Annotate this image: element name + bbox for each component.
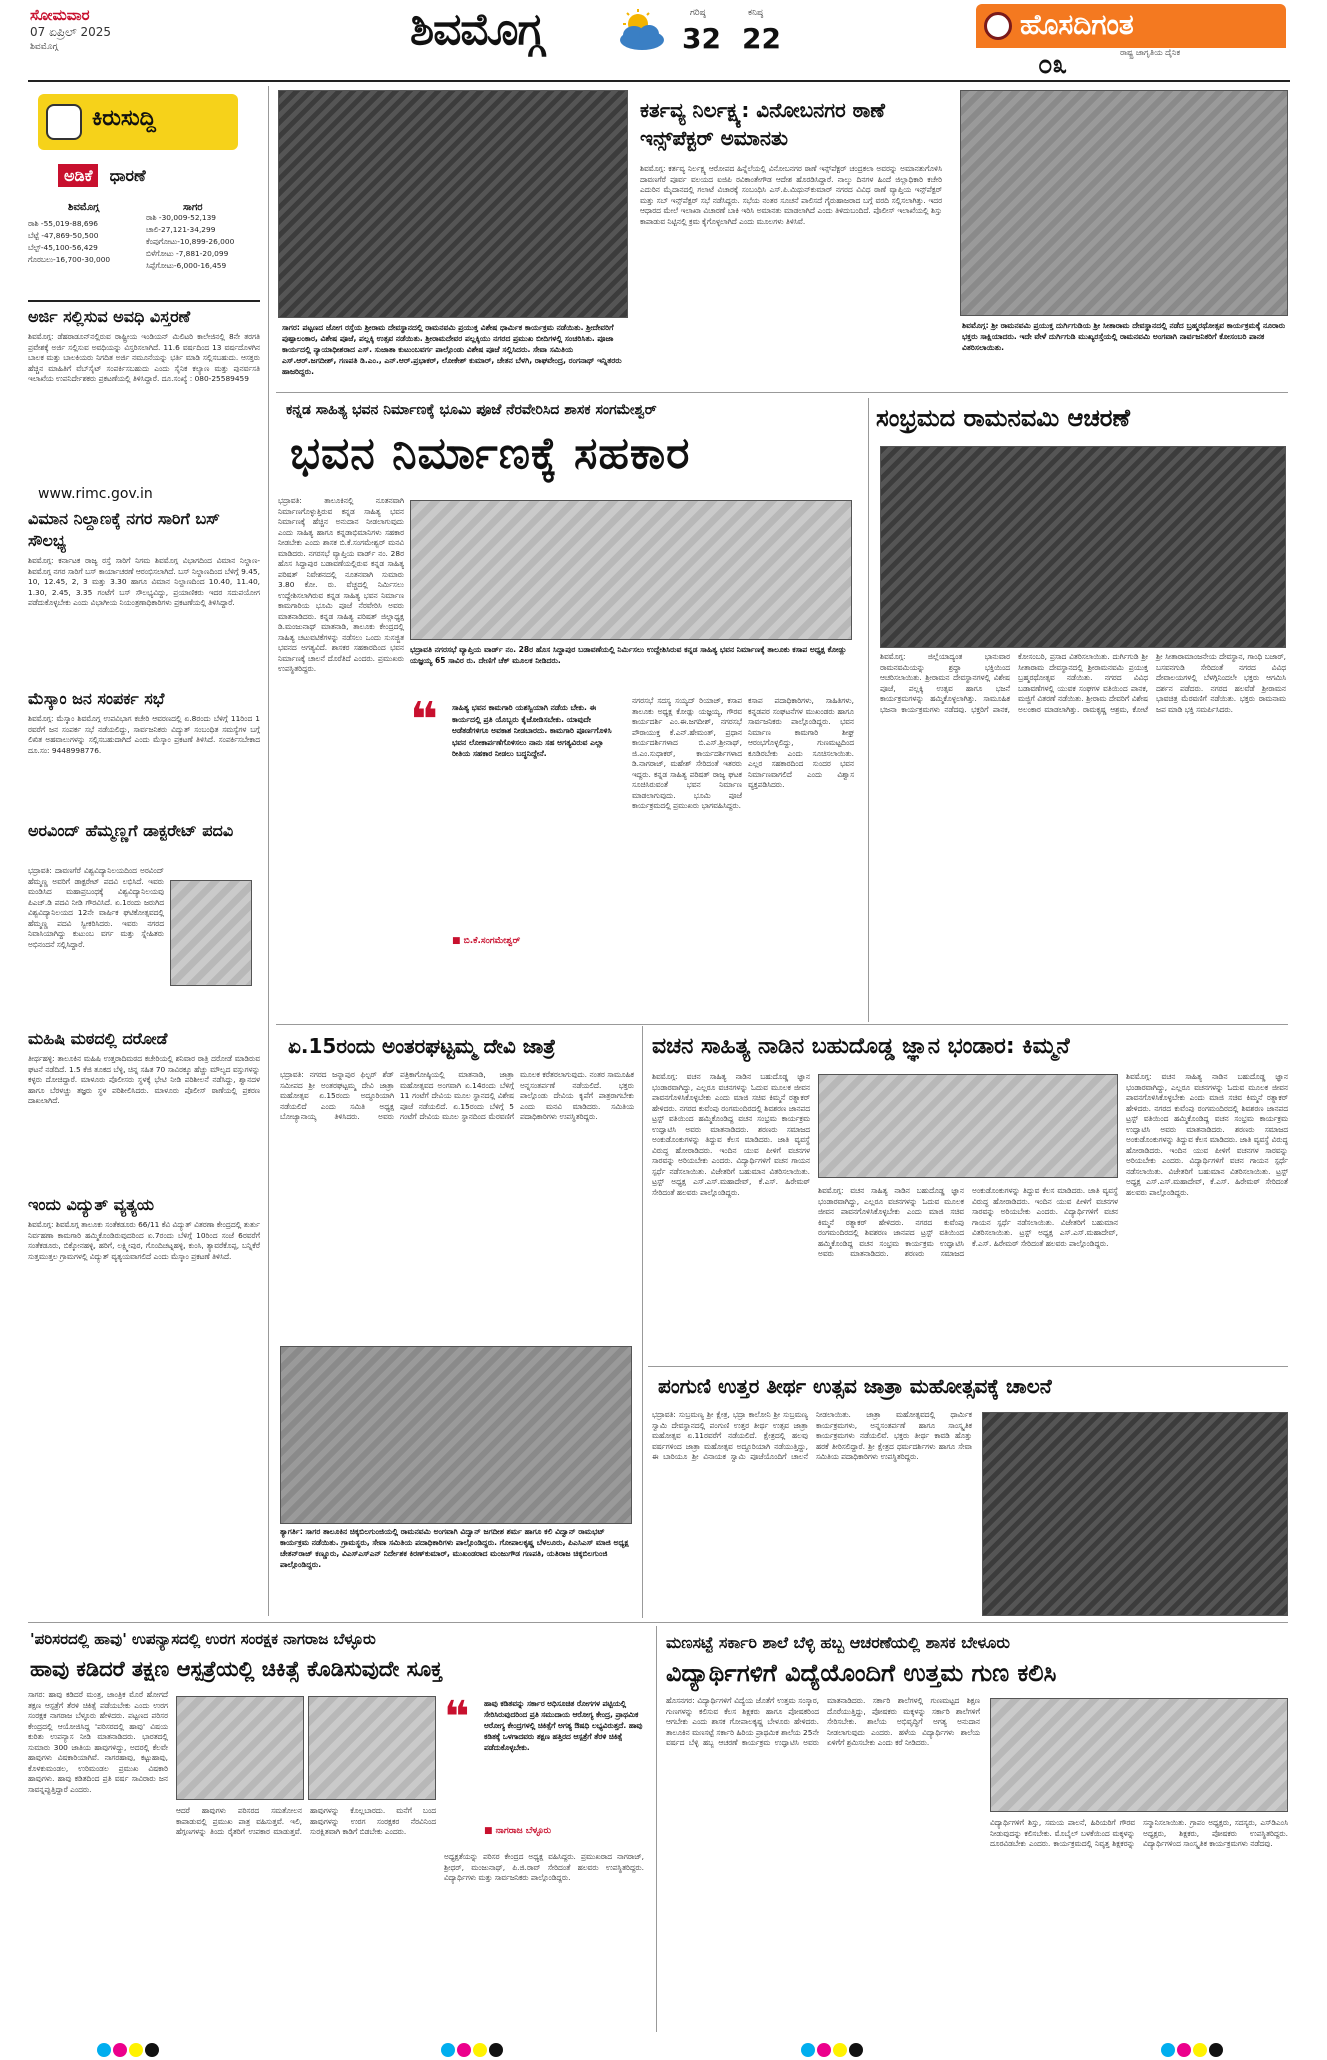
registration-marks [0, 2040, 1327, 2058]
paper-logo [976, 4, 1286, 48]
lead-photo-caption: ಭದ್ರಾವತಿ ನಗರಸಭೆ ವ್ಯಾಪ್ತಿಯ ವಾರ್ಡ್ ನಂ. 28ರ ಹೊಸ ಸಿದ್ದಾಪುರ ಬಡಾವಣೆಯಲ್ಲಿ ನಿರ್ಮಿಸಲು ಉದ್ದೇಶಿಸಿರುವ ಕನ್ನಡ ಸಾಹಿತ್ಯ ಭವನ ನಿರ್ಮಾಣಕ್ಕೆ ತಾಲೂಕು ಕಸಾಪ ಅಧ್ಯಕ್ಷ ಕೋಡ್ಲು ಯಜ್ಞಯ್ಯ 65 ಸಾವಿರ ರು. ದೇಣಿಗೆ ಚೆಕ್ ಮೂಲಕ ನೀಡಿದರು. [410, 645, 847, 665]
sidebar [28, 88, 260, 1628]
ramanavami-text: ಶಿವಮೊಗ್ಗ: ಜಿಲ್ಲೆಯಾದ್ಯಂತ ಭಾನುವಾರ ರಾಮನವಮಿಯನ್ನು ಶ್ರದ್ಧಾ ಭಕ್ತಿಯಿಂದ ಆಚರಿಸಲಾಯಿತು. ಶ್ರೀರಾಮನ ದೇವಸ್ಥಾನಗಳಲ್ಲಿ ವಿಶೇಷ ಪೂಜೆ, ಪಲ್ಲಕ್ಕಿ ಉತ್ಸವ ಹಾಗೂ ಭಜನೆ ಕಾರ್ಯಕ್ರಮಗಳನ್ನು ಹಮ್ಮಿಕೊಳ್ಳಲಾಗಿತ್ತು. ಸಾಮೂಹಿಕ ಭಜನಾ ಕಾರ್ಯಕ್ರಮಗಳು ನಡೆದವು. ಭಕ್ತರಿಗೆ ಪಾನಕ, ಕೋಸಂಬರಿ, ಪ್ರಸಾದ ವಿತರಿಸಲಾಯಿತು. ದುರ್ಗಿಗುಡಿ ಶ್ರೀ ಸೀತಾರಾಮ ದೇವಸ್ಥಾನದಲ್ಲಿ ಶ್ರೀರಾಮನವಮಿ ಪ್ರಯುಕ್ತ ಬ್ರಹ್ಮರಥೋತ್ಸವ ನಡೆಯಿತು. ನಗರದ ವಿವಿಧ ಬಡಾವಣೆಗಳಲ್ಲಿ ಯುವಕ ಸಂಘಗಳ ವತಿಯಿಂದ ಪಾನಕ, ಮಜ್ಜಿಗೆ ವಿತರಣೆ ನಡೆಯಿತು. ಶ್ರೀರಾಮ ದೇವರಿಗೆ ವಿಶೇಷ ಅಲಂಕಾರ ಮಾಡಲಾಗಿತ್ತು. ರಾಮಕೃಷ್ಣ ಆಶ್ರಮ, ಕೋಟೆ ಶ್ರೀ ಸೀತಾರಾಮಾಂಜನೇಯ ದೇವಸ್ಥಾನ, ಗಾಂಧಿ ಬಜಾರ್, ಬಸವನಗುಡಿ ಸೇರಿದಂತೆ ನಗರದ ವಿವಿಧ ದೇವಾಲಯಗಳಲ್ಲಿ ಬೆಳಗ್ಗಿನಿಂದಲೇ ಭಕ್ತರು ಆಗಮಿಸಿ ದರ್ಶನ ಪಡೆದರು. ನಗರದ ಹಲವೆಡೆ ಶ್ರೀರಾಮನ ಭಾವಚಿತ್ರ ಮೆರವಣಿಗೆ ನಡೆಯಿತು. ಭಕ್ತರು ರಾಮನಾಮ ಜಪ ಮಾಡಿ ಭಕ್ತಿ ಸಮರ್ಪಿಸಿದರು. [880, 652, 1286, 714]
adike-col1-head: ಶಿವಮೊಗ್ಗ [68, 202, 100, 213]
snake-photo-1 [176, 1696, 304, 1800]
lead-col4: ಕಸಾಪ ಪದಾಧಿಕಾರಿಗಳು, ಸಾಹಿತಿಗಳು, ಕನ್ನಡಪರ ಸಂಘಟನೆಗಳ ಮುಖಂಡರು ಹಾಗೂ ಸಾರ್ವಜನಿಕರು ಪಾಲ್ಗೊಂಡಿದ್ದರು. ಭವನ ನಿರ್ಮಾಣ ಕಾಮಗಾರಿ ಶೀಘ್ರ ಆರಂಭಗೊಳ್ಳಲಿದ್ದು, ಗುಣಮಟ್ಟದಿಂದ ಕೂಡಿರಬೇಕು ಎಂದು ಸೂಚಿಸಲಾಯಿತು. ಎಲ್ಲರ ಸಹಕಾರದಿಂದ ಸುಂದರ ಭವನ ನಿರ್ಮಾಣವಾಗಲಿದೆ ಎಂದು ವಿಶ್ವಾಸ ವ್ಯಕ್ತಪಡಿಸಿದರು. [748, 696, 854, 789]
adike-header [58, 166, 146, 192]
brief-text-application: ಶಿವಮೊಗ್ಗ: ಡೆಹರಾಡೂನ್‌ನಲ್ಲಿರುವ ರಾಷ್ಟ್ರೀಯ ಇಂಡಿಯನ್ ಮಿಲಿಟರಿ ಕಾಲೇಜಿನಲ್ಲಿ 8ನೇ ತರಗತಿ ಪ್ರವೇಶಕ್ಕೆ ಅರ್ಜಿ ಸಲ್ಲಿಸುವ ಅವಧಿಯನ್ನು ವಿಸ್ತರಿಸಲಾಗಿದೆ. 11.6 ವರ್ಷದಿಂದ 13 ವರ್ಷದೊಳಗಿನ ಬಾಲಕ ಮತ್ತು ಬಾಲಕಿಯರು ನಿಗದಿತ ಅರ್ಜಿ ನಮೂನೆಯನ್ನು ಭರ್ತಿ ಮಾಡಿ ಸಲ್ಲಿಸಬಹುದು. ಆಸಕ್ತರು ಹೆಚ್ಚಿನ ಮಾಹಿತಿಗೆ ವೆಬ್‌ಸೈಟ್ ಸಂಪರ್ಕಿಸಬಹುದು ಎಂದು ಸೈನಿಕ ಕಲ್ಯಾಣ ಮತ್ತು ಪುನರ್ವಸತಿ ಇಲಾಖೆಯ ಉಪನಿರ್ದೇಶಕರು ಪ್ರಕಟಣೆಯಲ್ಲಿ ತಿಳಿಸಿದ್ದಾರೆ. ದೂ.ಸಂಖ್ಯೆ : 080-25589459 [28, 332, 260, 383]
paper-name: ಹೊಸದಿಗಂತ [1020, 8, 1134, 41]
adike-row: ಕೆಂಪುಗೋಟು-10,899-26,000 [146, 237, 235, 246]
adike-row: ಬೆಟ್ಟೆ -47,869-50,500 [28, 231, 99, 240]
lead-col1: ಭದ್ರಾವತಿ: ತಾಲೂಕಿನಲ್ಲಿ ನೂತನವಾಗಿ ನಿರ್ಮಾಣಗೊಳ್ಳುತ್ತಿರುವ ಕನ್ನಡ ಸಾಹಿತ್ಯ ಭವನ ನಿರ್ಮಾಣಕ್ಕೆ ಹೆಚ್ಚಿನ ಅನುದಾನ ನೀಡಲಾಗುವುದು ಎಂದು ಸಾಹಿತ್ಯ ಹಾಗೂ ಕನ್ನಡಾಭಿಮಾನಿಗಳು ಸಹಕಾರ ನೀಡಬೇಕು ಎಂದು ಶಾಸಕ ಬಿ.ಕೆ.ಸಂಗಮೇಶ್ವರ್ ಮನವಿ ಮಾಡಿದರು. ನಗರಸಭೆ ವ್ಯಾಪ್ತಿಯ ವಾರ್ಡ್ ನಂ. 28ರ ಹೊಸ ಸಿದ್ದಾಪುರ ಬಡಾವಣೆಯಲ್ಲಿರುವ ಕನ್ನಡ ಸಾಹಿತ್ಯ ಪರಿಷತ್ ನಿವೇಶನದಲ್ಲಿ ನೂತನವಾಗಿ ಸುಮಾರು 3.80 ಕೋ. ರು. ವೆಚ್ಚದಲ್ಲಿ ನಿರ್ಮಿಸಲು ಉದ್ದೇಶಿಸಲಾಗಿರುವ ಕನ್ನಡ ಸಾಹಿತ್ಯ ಭವನ ನಿರ್ಮಾಣ ಕಾಮಗಾರಿಯ ಭೂಮಿ ಪೂಜೆ ನೆರವೇರಿಸಿ ಅವರು ಮಾತನಾಡಿದರು. ಕನ್ನಡ ಸಾಹಿತ್ಯ ಪರಿಷತ್ ಜಿಲ್ಲಾಧ್ಯಕ್ಷ ಡಿ.ಮಂಜುನಾಥ್ ಮಾತನಾಡಿ, ತಾಲೂಕು ಕೇಂದ್ರದಲ್ಲಿ ಸಾಹಿತ್ಯ ಚಟುವಟಿಕೆಗಳನ್ನು ನಡೆಸಲು ಒಂದು ಸುಸಜ್ಜಿತ ಭವನದ ಅಗತ್ಯವಿದೆ. ಶಾಸಕರ ಸಹಕಾರದಿಂದ ಭವನ ನಿರ್ಮಾಣಕ್ಕೆ ಚಾಲನೆ ದೊರೆತಿದೆ ಎಂದರು. ಪ್ರಮುಖರು ಉಪಸ್ಥಿತರಿದ್ದರು. [278, 496, 404, 673]
jatre-divider [642, 1026, 643, 1618]
tyagarthi-caption: ತ್ಯಾಗರ್ತಿ: ಸಾಗರ ತಾಲೂಕಿನ ಚಿಕ್ಕಬಿಲಗುಂಜಿಯಲ್ಲಿ ರಾಮನವಮಿ ಅಂಗವಾಗಿ ವಿದ್ವಾನ್ ಜಗದೀಶ ಶರ್ಮ ಹಾಗೂ ಕಲಿ ವಿದ್ವಾನ್ ರಾಮಭಟ್ ಕಾರ್ಯಕ್ರಮ ನಡೆಯಿತು. ಗ್ರಾಮಸ್ಥರು, ಸೇವಾ ಸಮಿತಿಯ ಪದಾಧಿಕಾರಿಗಳು ಪಾಲ್ಗೊಂಡಿದ್ದರು. ಗೋಪಾಲಕೃಷ್ಣ ಬೆಳಲೂರು, ಪಿಎಸಿಎಸ್ ಮಾಜಿ ಅಧ್ಯಕ್ಷ ಚೇತನ್‌ರಾಜ್ ಕಣ್ಣೂರು, ವಿಎಸ್ಎಸ್ಎನ್ ನಿರ್ದೇಶಕ ಕಿರಣ್‌ಕುಮಾರ್, ಮುಖಂಡರಾದ ಮಂಜುಗೌಡ ಗಣಪತಿ, ಯತಿರಾಜ ಚಿಕ್ಕಬಿಲಗುಂಜಿ ಪಾಲ್ಗೊಂಡಿದ್ದರು. [280, 1527, 629, 1569]
kirusuddi-badge [38, 94, 238, 150]
masthead-title: ಶಿವಮೊಗ್ಗ [410, 4, 543, 55]
masthead [0, 0, 1327, 82]
brief-head-airport-bus: ವಿಮಾನ ನಿಲ್ದಾಣಕ್ಕೆ ನಗರ ಸಾರಿಗೆ ಬಸ್ ಸೌಲಭ್ಯ [28, 509, 220, 550]
adike-row: ರಾಶಿ -55,019-88,696 [28, 219, 98, 228]
quote-icon: ❝ [410, 692, 439, 748]
vachana-text-cont: ಶಿವಮೊಗ್ಗ: ವಚನ ಸಾಹಿತ್ಯ ನಾಡಿನ ಬಹುದೊಡ್ಡ ಜ್ಞಾನ ಭಂಡಾರವಾಗಿದ್ದು, ಎಲ್ಲರೂ ವಚನಗಳನ್ನು ಓದುವ ಮೂಲಕ ಜೀವನ ಪಾವನಗೊಳಿಸಿಕೊಳ್ಳಬೇಕು ಎಂದು ಮಾಜಿ ಸಚಿವ ಕಿಮ್ಮನೆ ರತ್ನಾಕರ್ ಹೇಳಿದರು. ನಗರದ ಕುವೆಂಪು ರಂಗಮಂದಿರದಲ್ಲಿ ಶಿವಶರಣ ಜಾನಪದ ಟ್ರಸ್ಟ್ ವತಿಯಿಂದ ಹಮ್ಮಿಕೊಂಡಿದ್ದ ವಚನ ಸಂಭ್ರಮ ಕಾರ್ಯಕ್ರಮ ಉದ್ಘಾಟಿಸಿ ಅವರು ಮಾತನಾಡಿದರು. ಶರಣರು ಸಮಾಜದ ಅಂಕುಡೊಂಕುಗಳನ್ನು ತಿದ್ದುವ ಕೆಲಸ ಮಾಡಿದರು. ಜಾತಿ ವ್ಯವಸ್ಥೆ ವಿರುದ್ಧ ಹೋರಾಡಿದರು. ಇಂದಿನ ಯುವ ಪೀಳಿಗೆ ವಚನಗಳ ಸಾರವನ್ನು ಅರಿಯಬೇಕು ಎಂದರು. ವಿದ್ಯಾರ್ಥಿಗಳಿಗೆ ವಚನ ಗಾಯನ ಸ್ಪರ್ಧೆ ನಡೆಸಲಾಯಿತು. ವಿಜೇತರಿಗೆ ಬಹುಮಾನ ವಿತರಿಸಲಾಯಿತು. ಟ್ರಸ್ಟ್ ಅಧ್ಯಕ್ಷ ಎಸ್.ಎಸ್.ಮಹಾದೇವ್, ಕೆ.ಎಸ್. ಹಿರೇಮಠ್ ಸೇರಿದಂತೆ ಹಲವರು ಪಾಲ್ಗೊಂಡಿದ್ದರು. [818, 1186, 1118, 1258]
brief-text-power-cut: ಶಿವಮೊಗ್ಗ: ಶಿವಮೊಗ್ಗ ತಾಲೂಕು ಸಂತೆಕಡೂರು 66/11 ಕೆವಿ ವಿದ್ಯುತ್ ವಿತರಣಾ ಕೇಂದ್ರದಲ್ಲಿ ತುರ್ತು ನಿರ್ವಹಣಾ ಕಾಮಗಾರಿ ಹಮ್ಮಿಕೊಂಡಿರುವುದರಿಂದ ಏ.7ರಂದು ಬೆಳಿಗ್ಗೆ 10ರಿಂದ ಸಂಜೆ 6ರವರೆಗೆ ಸಂತೆಕಡೂರು, ಬಿಕ್ಕೋನಹಳ್ಳಿ, ಹರಿಗೆ, ಲಕ್ಷ್ಮೀಪುರ, ಗೊಂದಿಚಟ್ನಹಳ್ಳಿ, ಕುಂಸಿ, ತ್ಯಾವರೆಕೊಪ್ಪ, ಬನ್ನಿಕೆರೆ ಸುತ್ತಮುತ್ತಲ ಗ್ರಾಮಗಳಲ್ಲಿ ವಿದ್ಯುತ್ ವ್ಯತ್ಯಯವಾಗಲಿದೆ ಎಂದು ಮೆಸ್ಕಾಂ ಪ್ರಕಟಣೆ ತಿಳಿಸಿದೆ. [28, 1220, 260, 1261]
mid-rule [276, 1024, 1288, 1025]
rathotsava-photo [960, 90, 1288, 316]
school-col1: ಹೊಸನಗರ: ವಿದ್ಯಾರ್ಥಿಗಳಿಗೆ ವಿದ್ಯೆಯ ಜೊತೆಗೆ ಉತ್ತಮ ಸಂಸ್ಕಾರ, ಗುಣಗಳನ್ನು ಕಲಿಸುವ ಕೆಲಸ ಶಿಕ್ಷಕರು ಹಾಗೂ ಪೋಷಕರಿಂದ ಆಗಬೇಕು ಎಂದು ಶಾಸಕ ಗೋಪಾಲಕೃಷ್ಣ ಬೇಳೂರು ಹೇಳಿದರು. ತಾಲೂಕಿನ ಮಣಸಟ್ಟೆ ಸರ್ಕಾರಿ ಹಿರಿಯ ಪ್ರಾಥಮಿಕ ಶಾಲೆಯ 25ನೇ ವರ್ಷದ ಬೆಳ್ಳಿ ಹಬ್ಬ ಆಚರಣೆ ಕಾರ್ಯಕ್ರಮ ಉದ್ಘಾಟಿಸಿ ಅವರು ಮಾತನಾಡಿದರು. ಸರ್ಕಾರಿ ಶಾಲೆಗಳಲ್ಲಿ ಗುಣಮಟ್ಟದ ಶಿಕ್ಷಣ ದೊರೆಯುತ್ತಿದ್ದು, ಪೋಷಕರು ಮಕ್ಕಳನ್ನು ಸರ್ಕಾರಿ ಶಾಲೆಗಳಿಗೆ ಸೇರಿಸಬೇಕು. ಶಾಲೆಯ ಅಭಿವೃದ್ಧಿಗೆ ಅಗತ್ಯ ಅನುದಾನ ನೀಡಲಾಗುವುದು ಎಂದರು. ಹಳೆಯ ವಿದ್ಯಾರ್ಥಿಗಳು ಶಾಲೆಯ ಏಳಿಗೆಗೆ ಶ್ರಮಿಸಬೇಕು ಎಂದು ಕರೆ ನೀಡಿದರು. [666, 1696, 980, 1747]
max-temp-label: ಗರಿಷ್ಠ [690, 8, 706, 18]
lead-quote-box [410, 692, 622, 1006]
registration-dots [440, 2042, 504, 2060]
lead-col3: ನಗರಸಭೆ ಸದಸ್ಯ ಸಯ್ಯದ್ ರಿಯಾಜ್, ಕಸಾಪ ತಾಲೂಕು ಅಧ್ಯಕ್ಷ ಕೋಡ್ಲು ಯಜ್ಞಯ್ಯ, ಗೌರವ ಕಾರ್ಯದರ್ಶಿ ಎಂ.ಈ.ಜಗದೀಶ್, ನಗರಸಭೆ ಪೌರಾಯುಕ್ತ ಕೆ.ಎನ್.ಹೇಮಂತ್, ಪ್ರಧಾನ ಕಾರ್ಯದರ್ಶಿಗಳಾದ ಬಿ.ಎಸ್.ಶ್ರೀನಾಥ್, ಜಿ.ಎಂ.ಸುಧಾಕರ್, ಕಾರ್ಯದರ್ಶಿಗಳಾದ ಡಿ.ನಾಗರಾಜ್, ಮಹೇಶ್ ಸೇರಿದಂತೆ ಇತರರು ಇದ್ದರು. ಕನ್ನಡ ಸಾಹಿತ್ಯ ಪರಿಷತ್ ರಾಜ್ಯ ಘಟಕ ಸೂಚಿಸಿರುವಂತೆ ಭವನ ನಿರ್ಮಾಣ ಮಾಡಲಾಗುವುದು. ಭೂಮಿ ಪೂಜೆ ಕಾರ್ಯಕ್ರಮದಲ್ಲಿ ಪ್ರಮುಖರು ಭಾಗವಹಿಸಿದ್ದರು. [632, 696, 742, 810]
school-photo [990, 1698, 1288, 1812]
snake-divider [656, 1626, 657, 2032]
inspector-headline: ಕರ್ತವ್ಯ ನಿರ್ಲಕ್ಷ್ಯ: ವಿನೋಬನಗರ ಠಾಣೆ ಇನ್ಸ್‌ಪೆಕ್ಟರ್ ಅಮಾನತು [640, 98, 885, 150]
vachana-text: ಶಿವಮೊಗ್ಗ: ವಚನ ಸಾಹಿತ್ಯ ನಾಡಿನ ಬಹುದೊಡ್ಡ ಜ್ಞಾನ ಭಂಡಾರವಾಗಿದ್ದು, ಎಲ್ಲರೂ ವಚನಗಳನ್ನು ಓದುವ ಮೂಲಕ ಜೀವನ ಪಾವನಗೊಳಿಸಿಕೊಳ್ಳಬೇಕು ಎಂದು ಮಾಜಿ ಸಚಿವ ಕಿಮ್ಮನೆ ರತ್ನಾಕರ್ ಹೇಳಿದರು. ನಗರದ ಕುವೆಂಪು ರಂಗಮಂದಿರದಲ್ಲಿ ಶಿವಶರಣ ಜಾನಪದ ಟ್ರಸ್ಟ್ ವತಿಯಿಂದ ಹಮ್ಮಿಕೊಂಡಿದ್ದ ವಚನ ಸಂಭ್ರಮ ಕಾರ್ಯಕ್ರಮ ಉದ್ಘಾಟಿಸಿ ಅವರು ಮಾತನಾಡಿದರು. ಶರಣರು ಸಮಾಜದ ಅಂಕುಡೊಂಕುಗಳನ್ನು ತಿದ್ದುವ ಕೆಲಸ ಮಾಡಿದರು. ಜಾತಿ ವ್ಯವಸ್ಥೆ ವಿರುದ್ಧ ಹೋರಾಡಿದರು. ಇಂದಿನ ಯುವ ಪೀಳಿಗೆ ವಚನಗಳ ಸಾರವನ್ನು ಅರಿಯಬೇಕು ಎಂದರು. ವಿದ್ಯಾರ್ಥಿಗಳಿಗೆ ವಚನ ಗಾಯನ ಸ್ಪರ್ಧೆ ನಡೆಸಲಾಯಿತು. ವಿಜೇತರಿಗೆ ಬಹುಮಾನ ವಿತರಿಸಲಾಯಿತು. ಟ್ರಸ್ಟ್ ಅಧ್ಯಕ್ಷ ಎಸ್.ಎಸ್.ಮಹಾದೇವ್, ಕೆ.ಎಸ್. ಹಿರೇಮಠ್ ಸೇರಿದಂತೆ ಹಲವರು ಪಾಲ್ಗೊಂಡಿದ್ದರು. [652, 1072, 810, 1197]
lead-quote-author: ಬಿ.ಕೆ.ಸಂಗಮೇಶ್ವರ್ [463, 936, 521, 946]
snake-headline: ಹಾವು ಕಡಿದರೆ ತಕ್ಷಣ ಆಸ್ಪತ್ರೆಯಲ್ಲಿ ಚಿಕಿತ್ಸೆ ಕೊಡಿಸುವುದೇ ಸೂಕ್ತ [30, 1657, 443, 1681]
snake-quote-text: ಹಾವು ಕಡಿತವನ್ನು ಸರ್ಕಾರ ಅಧಿಸೂಚಿತ ರೋಗಗಳ ಪಟ್ಟಿಯಲ್ಲಿ ಸೇರಿಸಿರುವುದರಿಂದ ಪ್ರತಿ ಸಮುದಾಯ ಆರೋಗ್ಯ ಕೇಂದ್ರ, ಪ್ರಾಥಮಿಕ ಆರೋಗ್ಯ ಕೇಂದ್ರಗಳಲ್ಲಿ ಚಿಕಿತ್ಸೆಗೆ ಅಗತ್ಯ ಔಷಧಿ ಲಭ್ಯವಿರುತ್ತದೆ. ಹಾವು ಕಡಿತಕ್ಕೆ ಒಳಗಾದವರು ತಕ್ಷಣ ಹತ್ತಿರದ ಆಸ್ಪತ್ರೆಗೆ ತೆರಳಿ ಚಿಕಿತ್ಸೆ ಪಡೆದುಕೊಳ್ಳಬೇಕು. [484, 1699, 643, 1752]
adike-table [28, 213, 260, 288]
masthead-city: ಶಿವಮೊಗ್ಗ [30, 42, 58, 52]
brief-head-mescom: ಮೆಸ್ಕಾಂ ಜನ ಸಂಪರ್ಕ ಸಭೆ [28, 689, 165, 708]
lead-headline: ಭವನ ನಿರ್ಮಾಣಕ್ಕೆ ಸಹಕಾರ [290, 428, 691, 479]
snake-col1: ಸಾಗರ: ಹಾವು ಕಡಿದರೆ ಮಂತ್ರ, ಜಾಂತ್ರಿಕ ಮೊರೆ ಹೋಗದೆ ತಕ್ಷಣ ಆಸ್ಪತ್ರೆಗೆ ತೆರಳಿ ಚಿಕಿತ್ಸೆ ಪಡೆಯಬೇಕು ಎಂದು ಉರಗ ಸಂರಕ್ಷಕ ನಾಗರಾಜ ಬೆಳ್ಳೂರು ಹೇಳಿದರು. ಪಟ್ಟಣದ ಪರಿಸರ ಕೇಂದ್ರದಲ್ಲಿ ಆಯೋಜಿಸಿದ್ದ 'ಪರಿಸರದಲ್ಲಿ ಹಾವು' ವಿಷಯ ಕುರಿತು ಉಪನ್ಯಾಸ ನೀಡಿ ಮಾತನಾಡಿದರು. ಭಾರತದಲ್ಲಿ ಸುಮಾರು 300 ಜಾತಿಯ ಹಾವುಗಳಿದ್ದು, ಅದರಲ್ಲಿ ಕೆಲವೇ ಹಾವುಗಳು ವಿಷಕಾರಿಯಾಗಿವೆ. ನಾಗರಹಾವು, ಕಟ್ಟುಹಾವು, ಕೊಳಕುಮಂಡಲ, ಉರಿಮಂಡಲ ಪ್ರಮುಖ ವಿಷಕಾರಿ ಹಾವುಗಳು. ಹಾವು ಕಡಿತದಿಂದ ಪ್ರತಿ ವರ್ಷ ಸಾವಿರಾರು ಜನ ಸಾವನ್ನಪ್ಪುತ್ತಿದ್ದಾರೆ ಎಂದರು. [28, 1690, 168, 1794]
snake-photo-2 [308, 1696, 436, 1800]
vachana-headline: ವಚನ ಸಾಹಿತ್ಯ ನಾಡಿನ ಬಹುದೊಡ್ಡ ಜ್ಞಾನ ಭಂಡಾರ: ಕಿಮ್ಮನೆ [652, 1034, 1070, 1059]
registration-dots [1160, 2042, 1224, 2060]
adike-row: ಚಾಲಿ-27,121-34,299 [146, 225, 216, 234]
jatre-text: ಭದ್ರಾವತಿ: ನಗರದ ಜನ್ನಾಪುರ ಫಿಲ್ಟರ್ ಶೆಡ್ ಸಮೀಪದ ಶ್ರೀ ಅಂತರಘಟ್ಟಮ್ಮ ದೇವಿ ಜಾತ್ರಾ ಮಹೋತ್ಸವ ಏ.15ರಂದು ಅದ್ಧೂರಿಯಾಗಿ ನಡೆಯಲಿದೆ ಎಂದು ಸಮಿತಿ ಅಧ್ಯಕ್ಷ ಬೋಜ್ಯಾನಾಯ್ಕ ತಿಳಿಸಿದರು. ಅವರು ಪತ್ರಿಕಾಗೋಷ್ಠಿಯಲ್ಲಿ ಮಾತನಾಡಿ, ಜಾತ್ರಾ ಮಹೋತ್ಸವದ ಅಂಗವಾಗಿ ಏ.14ರಂದು ಬೆಳಿಗ್ಗೆ 11 ಗಂಟೆಗೆ ದೇವಿಯ ಮೂಲ ಸ್ಥಾನದಲ್ಲಿ ವಿಶೇಷ ಪೂಜೆ ನಡೆಯಲಿದೆ. ಏ.15ರಂದು ಬೆಳಿಗ್ಗೆ 5 ಗಂಟೆಗೆ ದೇವಿಯ ಮೂಲ ಸ್ಥಾನದಿಂದ ಮೆರವಣಿಗೆ ಮೂಲಕ ಕರೆತರಲಾಗುವುದು. ನಂತರ ಸಾಮೂಹಿಕ ಅನ್ನಸಂತರ್ಪಣೆ ನಡೆಯಲಿದೆ. ಭಕ್ತರು ಪಾಲ್ಗೊಂಡು ದೇವಿಯ ಕೃಪೆಗೆ ಪಾತ್ರರಾಗಬೇಕು ಎಂದು ಮನವಿ ಮಾಡಿದರು. ಸಮಿತಿಯ ಪದಾಧಿಕಾರಿಗಳು ಉಪಸ್ಥಿತರಿದ್ದರು. [280, 1070, 634, 1121]
masthead-day: ಸೋಮವಾರ [30, 6, 90, 24]
brief-url: www.rimc.gov.in [38, 486, 153, 502]
snake-kicker: 'ಪರಿಸರದಲ್ಲಿ ಹಾವು' ಉಪನ್ಯಾಸದಲ್ಲಿ ಉರಗ ಸಂರಕ್ಷಕ ನಾಗರಾಜ ಬೆಳ್ಳೂರು [30, 1630, 376, 1648]
sidebar-divider [268, 86, 269, 1616]
snake-quote-box [444, 1692, 644, 1846]
brief-text-mescom: ಶಿವಮೊಗ್ಗ: ಮೆಸ್ಕಾಂ ಶಿವಮೊಗ್ಗ ಉಪವಿಭಾಗ ಕಚೇರಿ ಆವರಣದಲ್ಲಿ ಏ.8ರಂದು ಬೆಳಿಗ್ಗೆ 11ರಿಂದ 1 ರವರೆಗೆ ಜನ ಸಂಪರ್ಕ ಸಭೆ ನಡೆಯಲಿದ್ದು, ಸಾರ್ವಜನಿಕರು ವಿದ್ಯುತ್ ಸಂಬಂಧಿತ ಸಮಸ್ಯೆಗಳ ಬಗ್ಗೆ ಲಿಖಿತ ಅಹವಾಲುಗಳನ್ನು ಸಲ್ಲಿಸಬಹುದಾಗಿದೆ ಎಂದು ಮೆಸ್ಕಾಂ ಪ್ರಕಟಣೆ ತಿಳಿಸಿದೆ. ಸಂಪರ್ಕಿಸಬೇಕಾದ ದೂ.ಸಂ: 9448998776. [28, 714, 260, 755]
lead-quote-text: ಸಾಹಿತ್ಯ ಭವನ ಕಾಮಗಾರಿ ಯಶಸ್ವಿಯಾಗಿ ನಡೆಯ ಬೇಕು. ಈ ಕಾರ್ಯದಲ್ಲಿ ಪ್ರತಿ ಯೊಬ್ಬರು ಕೈಜೋಡಿಸಬೇಕು. ಯಾವುದೇ ಅಡೆತಡೆಗಳಿಗೂ ಅವಕಾಶ ನೀಡಬಾರದು. ಕಾಮಗಾರಿ ಪೂರ್ಣಗೊಳಿಸಿ ಭವನ ಲೋಕಾರ್ಪಣೆಗೊಳಿಸಲು ನಾನು ಸಹ ಅಗತ್ಯವಿರುವ ಎಲ್ಲಾ ರೀತಿಯ ಸಹಕಾರ ನೀಡಲು ಬದ್ಧನಿದ್ದೇನೆ. [452, 703, 612, 758]
min-temp: 22 [742, 22, 781, 55]
brief-head-doctorate: ಅರವಿಂದ್ ಹೆಮ್ಮಣ್ಣಗೆ ಡಾಕ್ಟರೇಟ್ ಪದವಿ [28, 821, 234, 840]
snake-col2: ಆದರೆ ಹಾವುಗಳು ಪರಿಸರದ ಸಮತೋಲನ ಕಾಪಾಡುವಲ್ಲಿ ಪ್ರಮುಖ ಪಾತ್ರ ವಹಿಸುತ್ತವೆ. ಇಲಿ, ಹೆಗ್ಗಣಗಳನ್ನು ತಿಂದು ರೈತರಿಗೆ ಉಪಕಾರ ಮಾಡುತ್ತವೆ. ಹಾವುಗಳನ್ನು ಕೊಲ್ಲಬಾರದು. ಮನೆಗೆ ಬಂದ ಹಾವುಗಳನ್ನು ಉರಗ ಸಂರಕ್ಷಕರ ನೆರವಿನಿಂದ ಸುರಕ್ಷಿತವಾಗಿ ಕಾಡಿಗೆ ಬಿಡಬೇಕು ಎಂದರು. [176, 1806, 436, 1836]
panguni-photo [982, 1412, 1288, 1616]
brief-text-robbery: ತೀರ್ಥಹಳ್ಳಿ: ತಾಲೂಕಿನ ಮಹಿಷಿ ಉತ್ತರಾದಿಮಠದ ಕಚೇರಿಯಲ್ಲಿ ಶನಿವಾರ ರಾತ್ರಿ ದರೋಡೆ ಮಾಡಿರುವ ಘಟನೆ ನಡೆದಿದೆ. 1.5 ಕೆಜಿ ತೂಕದ ಬೆಳ್ಳಿ, ಚಿನ್ನ ಸಹಿತ 70 ಸಾವಿರಕ್ಕೂ ಹೆಚ್ಚು ಮೌಲ್ಯದ ವಸ್ತುಗಳನ್ನು ಕಳ್ಳರು ದೋಚಿದ್ದಾರೆ. ಮಾಳೂರು ಪೊಲೀಸರು ಸ್ಥಳಕ್ಕೆ ಭೇಟಿ ನೀಡಿ ಪರಿಶೀಲನೆ ನಡೆಸಿದ್ದು, ಶ್ವಾನದಳ ಹಾಗೂ ಬೆರಳಚ್ಚು ತಜ್ಞರು ಸ್ಥಳ ಪರಿಶೀಲಿಸಿದರು. ಮಾಳೂರು ಪೊಲೀಸ್ ಠಾಣೆಯಲ್ಲಿ ಪ್ರಕರಣ ದಾಖಲಾಗಿದೆ. [28, 1054, 260, 1105]
adike-row: ರಾಶಿ -30,009-52,139 [146, 213, 216, 222]
lead-quote-by: ■ ಬಿ.ಕೆ.ಸಂಗಮೇಶ್ವರ್ [452, 936, 521, 946]
brief-head-power-cut: ಇಂದು ವಿದ್ಯುತ್ ವ್ಯತ್ಯಯ [28, 1195, 154, 1214]
brief-text-airport-bus: ಶಿವಮೊಗ್ಗ: ಕರ್ನಾಟಕ ರಾಜ್ಯ ರಸ್ತೆ ಸಾರಿಗೆ ನಿಗಮ ಶಿವಮೊಗ್ಗ ವಿಭಾಗದಿಂದ ವಿಮಾನ ನಿಲ್ದಾಣ-ಶಿವಮೊಗ್ಗ ನಗರ ಸಾರಿಗೆ ಬಸ್ ಕಾರ್ಯಾಚರಣೆ ಆರಂಭಿಸಲಾಗಿದೆ. ಬಸ್ ನಿಲ್ದಾಣದಿಂದ ಬೆಳಿಗ್ಗೆ 9.45, 10, 12.45, 2, 3 ಮತ್ತು 3.30 ಹಾಗೂ ವಿಮಾನ ನಿಲ್ದಾಣದಿಂದ 10.40, 11.40, 1.30, 2.45, 3.35 ಗಂಟೆಗೆ ಬಸ್ ಸೌಲಭ್ಯವಿದ್ದು, ಪ್ರಯಾಣಿಕರು ಇದರ ಸದುಪಯೋಗ ಪಡೆದುಕೊಳ್ಳಬೇಕು ಎಂದು ವಿಭಾಗೀಯ ನಿಯಂತ್ರಣಾಧಿಕಾರಿಗಳು ಪ್ರಕಟಣೆಯಲ್ಲಿ ತಿಳಿಸಿದ್ದಾರೆ. [28, 556, 260, 607]
max-temp: 32 [682, 22, 721, 55]
doctorate-portrait [170, 880, 252, 986]
brief-text-doctorate: ಭದ್ರಾವತಿ: ದಾವಣಗೆರೆ ವಿಶ್ವವಿದ್ಯಾನಿಲಯದಿಂದ ಅರವಿಂದ್ ಹೆಮ್ಮಣ್ಣ ಅವರಿಗೆ ಡಾಕ್ಟರೇಟ್ ಪದವಿ ಲಭಿಸಿದೆ. ಇವರು ಮಂಡಿಸಿದ ಮಹಾಪ್ರಬಂಧಕ್ಕೆ ವಿಶ್ವವಿದ್ಯಾನಿಲಯವು ಪಿಎಚ್.ಡಿ ಪದವಿ ನೀಡಿ ಗೌರವಿಸಿದೆ. ಏ.1ರಂದು ಜರುಗಿದ ವಿಶ್ವವಿದ್ಯಾನಿಲಯದ 12ನೇ ವಾರ್ಷಿಕ ಘಟಿಕೋತ್ಸವದಲ್ಲಿ ಹೆಮ್ಮಣ್ಣ ಪದವಿ ಸ್ವೀಕರಿಸಿದರು. ಇವರು ನಗರದ ನಿವಾಸಿಯಾಗಿದ್ದು ಕುಟುಂಬ ವರ್ಗ ಮತ್ತು ಸ್ನೇಹಿತರು ಅಭಿನಂದನೆ ಸಲ್ಲಿಸಿದ್ದಾರೆ. [28, 866, 164, 949]
kirusuddi-title: ಕಿರುಸುದ್ದಿ [92, 106, 156, 131]
panguni-text: ಭದ್ರಾವತಿ: ಸುಬ್ರಮಣ್ಯ ಶ್ರೀ ಕ್ಷೇತ್ರ, ಭದ್ರಾ ಕಾಲೋನಿ ಶ್ರೀ ಸುಬ್ರಮಣ್ಯ ಸ್ವಾಮಿ ದೇವಸ್ಥಾನದಲ್ಲಿ ಪಂಗುಣಿ ಉತ್ತರ ತೀರ್ಥ ಉತ್ಸವ ಜಾತ್ರಾ ಮಹೋತ್ಸವ ಏ.11ರವರೆಗೆ ನಡೆಯಲಿದೆ. ಕ್ಷೇತ್ರದಲ್ಲಿ ಹಲವು ವರ್ಷಗಳಿಂದ ಜಾತ್ರಾ ಮಹೋತ್ಸವ ಅದ್ದೂರಿಯಾಗಿ ನಡೆಯುತ್ತಿದ್ದು, ಈ ಬಾರಿಯೂ ಶ್ರೀ ವಿನಾಯಕ ಸ್ವಾಮಿ ಪೂಜೆಯೊಂದಿಗೆ ಚಾಲನೆ ನೀಡಲಾಯಿತು. ಜಾತ್ರಾ ಮಹೋತ್ಸವದಲ್ಲಿ ಧಾರ್ಮಿಕ ಕಾರ್ಯಕ್ರಮಗಳು, ಅನ್ನಸಂತರ್ಪಣೆ ಹಾಗೂ ಸಾಂಸ್ಕೃತಿಕ ಕಾರ್ಯಕ್ರಮಗಳು ನಡೆಯಲಿವೆ. ಭಕ್ತರು ತೀರ್ಥ ಕಾವಡಿ ಹೊತ್ತು ಹರಕೆ ತೀರಿಸಲಿದ್ದಾರೆ. ಶ್ರೀ ಕ್ಷೇತ್ರದ ಧರ್ಮದರ್ಶಿಗಳು ಹಾಗೂ ಸೇವಾ ಸಮಿತಿಯ ಪದಾಧಿಕಾರಿಗಳು ಉಪಸ್ಥಿತರಿದ್ದರು. [652, 1410, 972, 1461]
dharane-label: ಧಾರಣೆ [109, 166, 146, 185]
adike-label: ಅಡಿಕೆ [58, 164, 98, 187]
snake-col3: ಅಧ್ಯಕ್ಷತೆಯನ್ನು ಪರಿಸರ ಕೇಂದ್ರದ ಅಧ್ಯಕ್ಷ ವಹಿಸಿದ್ದರು. ಪ್ರಮುಖರಾದ ನಾಗರಾಜ್, ಶ್ರೀಧರ್, ಮಂಜುನಾಥ್, ಪಿ.ಜಿ.ರಾವ್ ಸೇರಿದಂತೆ ಹಲವರು ಉಪಸ್ಥಿತರಿದ್ದರು. ವಿದ್ಯಾರ್ಥಿಗಳು ಮತ್ತು ಸಾರ್ವಜನಿಕರು ಪಾಲ್ಗೊಂಡಿದ್ದರು. [444, 1852, 644, 1882]
panguni-headline: ಪಂಗುಣಿ ಉತ್ತರ ತೀರ್ಥ ಉತ್ಸವ ಜಾತ್ರಾ ಮಹೋತ್ಸವಕ್ಕೆ ಚಾಲನೆ [658, 1374, 1052, 1398]
top-row-rule [276, 392, 1288, 393]
logo-emblem-icon [984, 12, 1012, 40]
jatre-headline: ಏ.15ರಂದು ಅಂತರಘಟ್ಟಮ್ಮ ದೇವಿ ಜಾತ್ರೆ [288, 1034, 556, 1058]
adike-row: ಸಿಪ್ಪೆಗೋಟು-6,000-16,459 [146, 261, 227, 270]
vachana-photo [818, 1074, 1118, 1178]
adike-row: ಗೊರಬಲು-16,700-30,000 [28, 255, 111, 264]
inspector-text: ಶಿವಮೊಗ್ಗ: ಕರ್ತವ್ಯ ನಿರ್ಲಕ್ಷ್ಯ ಆರೋಪದ ಹಿನ್ನೆಲೆಯಲ್ಲಿ ವಿನೋಬನಗರ ಠಾಣೆ ಇನ್ಸ್‌ಪೆಕ್ಟರ್ ಚಂದ್ರಕಲಾ ಅವರನ್ನು ಅಮಾನತುಗೊಳಿಸಿ ದಾವಣಗೆರೆ ಪೂರ್ವ ವಲಯದ ಐಜಿಪಿ ರವಿಕಾಂತೇಗೌಡ ಆದೇಶ ಹೊರಡಿಸಿದ್ದಾರೆ. ನಾಲ್ಕು ದಿನಗಳ ಹಿಂದೆ ಜಿಲ್ಲಾಧಿಕಾರಿ ಕಚೇರಿ ಎದುರಿನ ಮೈದಾನದಲ್ಲಿ ಗಲಾಟೆ ವಿಚಾರಕ್ಕೆ ಸಂಬಂಧಿಸಿ ಎಸ್.ಪಿ.ಮಿಥುನ್‌ಕುಮಾರ್ ನಗರದ ವಿವಿಧ ಠಾಣೆ ವ್ಯಾಪ್ತಿಯ ಇನ್ಸ್‌ಪೆಕ್ಟರ್ ಮತ್ತು ಸಬ್ ಇನ್ಸ್‌ಪೆಕ್ಟರ್ ಸಭೆ ನಡೆಸಿದ್ದರು. ಸಭೆಯ ನಂತರ ಸೂಚನೆ ಪಾಲಿಸದೆ ಗೈರುಹಾಜರಾದ ಬಗ್ಗೆ ವರದಿ ಸಲ್ಲಿಸಲಾಗಿತ್ತು. ಇದರ ಆಧಾರದ ಮೇಲೆ ಇಲಾಖಾ ವಿಚಾರಣೆ ಬಾಕಿ ಇರಿಸಿ ಅಮಾನತು ಮಾಡಲಾಗಿದೆ ಎಂದು ತಿಳಿದುಬಂದಿದೆ. ಪೊಲೀಸ್ ಇಲಾಖೆಯಲ್ಲಿ ಶಿಸ್ತು ಕಾಪಾಡುವ ನಿಟ್ಟಿನಲ್ಲಿ ಕ್ರಮ ಕೈಗೊಳ್ಳಲಾಗಿದೆ ಎಂದು ಮೂಲಗಳು ತಿಳಿಸಿವೆ. [640, 164, 942, 226]
sagar-photo-caption: ಸಾಗರ: ಪಟ್ಟಣದ ಜೋಗ ರಸ್ತೆಯ ಶ್ರೀರಾಮ ದೇವಸ್ಥಾನದಲ್ಲಿ ರಾಮನವಮಿ ಪ್ರಯುಕ್ತ ವಿಶೇಷ ಧಾರ್ಮಿಕ ಕಾರ್ಯಕ್ರಮ ನಡೆಯಿತು. ಶ್ರೀದೇವರಿಗೆ ಪುಷ್ಪಾಲಂಕಾರ, ವಿಶೇಷ ಪೂಜೆ, ಪಲ್ಲಕ್ಕಿ ಉತ್ಸವ ನಡೆಯಿತು. ಶ್ರೀರಾಮದೇವರ ಪಲ್ಲಕ್ಕಿಯು ನಗರದ ಪ್ರಮುಖ ಬೀದಿಗಳಲ್ಲಿ ಸಂಚರಿಸಿತು. ಪೂಜಾ ಕಾರ್ಯದಲ್ಲಿ ನ್ಯಾಯಾಧೀಶರಾದ ಎಸ್. ಸುಜಾತಾ ಕುಟುಂಬವರ್ಗ ಪಾಲ್ಗೊಂಡು ವಿಶೇಷ ಪೂಜೆ ಸಲ್ಲಿಸಿದರು. ಸೇವಾ ಸಮಿತಿಯ ಎಸ್.ಆರ್.ಜಗದೀಶ್, ಗಣಪತಿ ಡಿ.ಎಂ., ಎನ್.ಆರ್.ಪ್ರಭಾಕರ್, ಲೋಕೇಶ್ ಕುಮಾರ್, ಚೇತನ ಬೆಳಗಿ, ರಾಘವೇಂದ್ರ, ರಂಗನಾಥ್ ಇನ್ನಿತರರು ಹಾಜರಿದ್ದರು. [282, 323, 622, 376]
vachana-rule [648, 1366, 1288, 1367]
lead-kicker: ಕನ್ನಡ ಸಾಹಿತ್ಯ ಭವನ ನಿರ್ಮಾಣಕ್ಕೆ ಭೂಮಿ ಪೂಜೆ ನೆರವೇರಿಸಿದ ಶಾಸಕ ಸಂಗಮೇಶ್ವರ್ [286, 402, 657, 418]
snake-quote-author: ನಾಗರಾಜ ಬೆಳ್ಳೂರು [495, 1826, 552, 1836]
tyagarthi-photo [280, 1346, 632, 1524]
quote-icon: ❝ [444, 1692, 470, 1743]
school-kicker: ಮಣಸಟ್ಟೆ ಸರ್ಕಾರಿ ಶಾಲೆ ಬೆಳ್ಳಿ ಹಬ್ಬ ಆಚರಣೆಯಲ್ಲಿ ಶಾಸಕ ಬೇಳೂರು [666, 1633, 1010, 1652]
brief-head-application: ಅರ್ಜಿ ಸಲ್ಲಿಸುವ ಅವಧಿ ವಿಸ್ತರಣೆ [28, 307, 191, 326]
ramanavami-idol-photo [880, 446, 1286, 648]
date-block [30, 6, 200, 54]
rathotsava-caption: ಶಿವಮೊಗ್ಗ: ಶ್ರೀ ರಾಮನವಮಿ ಪ್ರಯುಕ್ತ ದುರ್ಗಿಗುಡಿಯ ಶ್ರೀ ಸೀತಾರಾಮ ದೇವಸ್ಥಾನದಲ್ಲಿ ನಡೆದ ಬ್ರಹ್ಮರಥೋತ್ಸವ ಕಾರ್ಯಕ್ರಮಕ್ಕೆ ನೂರಾರು ಭಕ್ತರು ಸಾಕ್ಷಿಯಾದರು. ಇದೇ ವೇಳೆ ದುರ್ಗಿಗುಡಿ ಮುಖ್ಯರಸ್ತೆಯಲ್ಲಿ ರಾಮನವಮಿ ಅಂಗವಾಗಿ ನಾರ್ವಜನಿಕರಿಗೆ ಕೋಸಂಬರಿ ಪಾನಕ ವಿತರಿಸಲಾಯಿತು. [962, 321, 1286, 352]
pointing-hand-icon [46, 104, 82, 140]
min-temp-label: ಕನಿಷ್ಠ [748, 8, 764, 18]
lead-photo [410, 500, 852, 640]
snake-quote-by-line: ■ ನಾಗರಾಜ ಬೆಳ್ಳೂರು [484, 1826, 552, 1836]
lead-divider [868, 398, 869, 1022]
masthead-rule [28, 80, 1290, 82]
school-headline: ವಿದ್ಯಾರ್ಥಿಗಳಿಗೆ ವಿದ್ಯೆಯೊಂದಿಗೆ ಉತ್ತಮ ಗುಣ ಕಲಿಸಿ [666, 1659, 1057, 1687]
weather-icon [612, 8, 670, 54]
adike-col2-head: ಸಾಗರ [183, 202, 203, 213]
masthead-date: 07 ಏಪ್ರಿಲ್ 2025 [30, 25, 112, 39]
brief-head-robbery: ಮಹಿಷಿ ಮಠದಲ್ಲಿ ದರೋಡೆ [28, 1029, 168, 1048]
school-col2: ವಿದ್ಯಾರ್ಥಿಗಳಿಗೆ ಶಿಸ್ತು, ಸಮಯ ಪಾಲನೆ, ಹಿರಿಯರಿಗೆ ಗೌರವ ನೀಡುವುದನ್ನು ಕಲಿಸಬೇಕು. ಮೊಬೈಲ್ ಬಳಕೆಯಿಂದ ಮಕ್ಕಳನ್ನು ದೂರವಿಡಬೇಕು ಎಂದರು. ಕಾರ್ಯಕ್ರಮದಲ್ಲಿ ನಿವೃತ್ತ ಶಿಕ್ಷಕರನ್ನು ಸನ್ಮಾನಿಸಲಾಯಿತು. ಗ್ರಾಪಂ ಅಧ್ಯಕ್ಷರು, ಸದಸ್ಯರು, ಎಸ್‌ಡಿಎಂಸಿ ಅಧ್ಯಕ್ಷರು, ಶಿಕ್ಷಕರು, ಪೋಷಕರು ಉಪಸ್ಥಿತರಿದ್ದರು. ವಿದ್ಯಾರ್ಥಿಗಳಿಂದ ಸಾಂಸ್ಕೃತಿಕ ಕಾರ್ಯಕ್ರಮಗಳು ನಡೆದವು. [990, 1818, 1288, 1848]
adike-row: ಬೆಲ್ಟ್-45,100-56,429 [28, 243, 98, 252]
sagar-ramanavami-photo [278, 90, 628, 318]
ramanavami-headline: ಸಂಭ್ರಮದ ರಾಮನವಮಿ ಆಚರಣೆ [876, 404, 1130, 432]
registration-dots [96, 2042, 160, 2060]
paper-tagline: ರಾಷ್ಟ್ರ ಜಾಗೃತಿಯ ದೈನಿಕ [1120, 48, 1181, 57]
adike-row: ಬಿಳೆಗೋಟು -7,881-20,099 [146, 249, 229, 258]
page-number: ೦೩ [1038, 50, 1068, 80]
vachana-side-text: ಶಿವಮೊಗ್ಗ: ವಚನ ಸಾಹಿತ್ಯ ನಾಡಿನ ಬಹುದೊಡ್ಡ ಜ್ಞಾನ ಭಂಡಾರವಾಗಿದ್ದು, ಎಲ್ಲರೂ ವಚನಗಳನ್ನು ಓದುವ ಮೂಲಕ ಜೀವನ ಪಾವನಗೊಳಿಸಿಕೊಳ್ಳಬೇಕು ಎಂದು ಮಾಜಿ ಸಚಿವ ಕಿಮ್ಮನೆ ರತ್ನಾಕರ್ ಹೇಳಿದರು. ನಗರದ ಕುವೆಂಪು ರಂಗಮಂದಿರದಲ್ಲಿ ಶಿವಶರಣ ಜಾನಪದ ಟ್ರಸ್ಟ್ ವತಿಯಿಂದ ಹಮ್ಮಿಕೊಂಡಿದ್ದ ವಚನ ಸಂಭ್ರಮ ಕಾರ್ಯಕ್ರಮ ಉದ್ಘಾಟಿಸಿ ಅವರು ಮಾತನಾಡಿದರು. ಶರಣರು ಸಮಾಜದ ಅಂಕುಡೊಂಕುಗಳನ್ನು ತಿದ್ದುವ ಕೆಲಸ ಮಾಡಿದರು. ಜಾತಿ ವ್ಯವಸ್ಥೆ ವಿರುದ್ಧ ಹೋರಾಡಿದರು. ಇಂದಿನ ಯುವ ಪೀಳಿಗೆ ವಚನಗಳ ಸಾರವನ್ನು ಅರಿಯಬೇಕು ಎಂದರು. ವಿದ್ಯಾರ್ಥಿಗಳಿಗೆ ವಚನ ಗಾಯನ ಸ್ಪರ್ಧೆ ನಡೆಸಲಾಯಿತು. ವಿಜೇತರಿಗೆ ಬಹುಮಾನ ವಿತರಿಸಲಾಯಿತು. ಟ್ರಸ್ಟ್ ಅಧ್ಯಕ್ಷ ಎಸ್.ಎಸ್.ಮಹಾದೇವ್, ಕೆ.ಎಸ್. ಹಿರೇಮಠ್ ಸೇರಿದಂತೆ ಹಲವರು ಪಾಲ್ಗೊಂಡಿದ್ದರು. [1126, 1072, 1288, 1197]
lower-rule [28, 1622, 1288, 1623]
registration-dots [800, 2042, 864, 2060]
sidebar-rule [28, 300, 260, 302]
